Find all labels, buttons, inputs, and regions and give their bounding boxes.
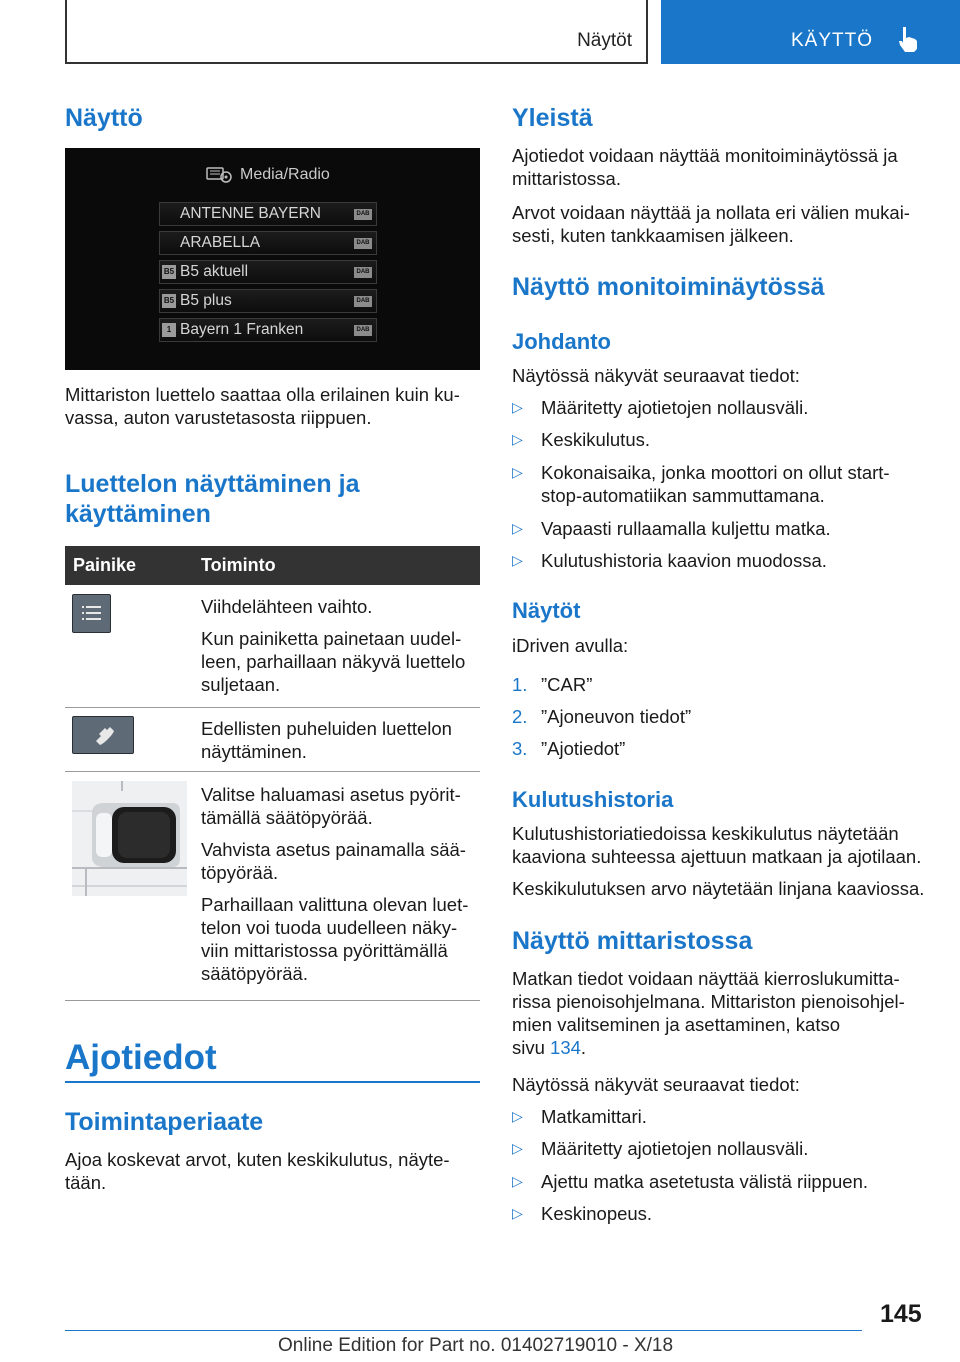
bullet-triangle-icon: ▷ [512, 1205, 523, 1221]
table-cell-line: Viihdelähteen vaihto. [201, 596, 373, 617]
list-button-image [72, 594, 111, 633]
table-cell-line: suljetaan. [201, 674, 281, 695]
table-row-3-text [201, 783, 468, 985]
text-line: Keskikulutuksen arvo näytetään linjana kaaviossa. [512, 878, 925, 899]
media-radio-icon [205, 164, 233, 184]
step-text: ”Ajotiedot” [541, 738, 626, 759]
list-item-text: stop-automatiikan sammuttamana. [541, 485, 825, 506]
phone-icon [73, 717, 133, 753]
caption-line: Mittariston luettelo saattaa olla erilainen kuin ku- [65, 384, 460, 405]
pointing-hand-icon [894, 25, 922, 53]
station-row [159, 318, 377, 342]
text-line: kaaviona suhteessa ajettuun matkaan ja ajotilaan. [512, 846, 922, 867]
station-row [159, 289, 377, 313]
text-line: mittaristossa. [512, 168, 621, 189]
station-logo-icon: B5 [162, 265, 176, 279]
heading-kulutushistoria: Kulutushistoria [512, 787, 674, 812]
table-cell-line: töpyörää. [201, 862, 279, 883]
list-item-text: Kulutushistoria kaavion muodossa. [541, 550, 827, 571]
text-line: Arvot voidaan näyttää ja nollata eri välien mukai- [512, 202, 910, 223]
table-cell-line: leen, parhaillaan näkyvä luettelo [201, 651, 466, 672]
list-icon [73, 595, 110, 632]
station-logo-icon: B5 [162, 294, 176, 308]
list-item-text: Keskinopeus. [541, 1203, 653, 1224]
step-text: ”Ajoneuvon tiedot” [541, 706, 692, 727]
station-row [159, 260, 377, 284]
heading-naytot: Näytöt [512, 598, 581, 623]
table-cell-line: Valitse haluamasi asetus pyörit- [201, 784, 461, 805]
dab-badge: DAB [354, 209, 372, 220]
heading-johdanto: Johdanto [512, 329, 611, 354]
yleista-text-1 [512, 144, 898, 190]
text-line: Matkan tiedot voidaan näyttää kierroslukumitta- [512, 968, 900, 989]
list-item-text: Matkamittari. [541, 1106, 647, 1127]
list-item-text: Ajettu matka asetetusta välistä riippuen. [541, 1171, 869, 1192]
list-item-text: Määritetty ajotietojen nollausväli. [541, 1138, 809, 1159]
heading-monitoiminaytto: Näyttö monitoiminäytössä [512, 273, 825, 301]
station-label: B5 aktuell [180, 263, 249, 280]
page-link-134[interactable]: 134 [550, 1037, 581, 1058]
controller-knob-image [72, 781, 187, 896]
table-cell-line: Kun painiketta painetaan uudel- [201, 628, 462, 649]
list-item-text: Keskikulutus. [541, 429, 650, 450]
station-label: Bayern 1 Franken [180, 321, 304, 338]
screen-title: Media/Radio [240, 166, 330, 183]
table-cell-line: Vahvista asetus painamalla sää- [201, 839, 466, 860]
heading-toimintaperiaate: Toimintaperiaate [65, 1108, 264, 1136]
table-cell-line: näyttäminen. [201, 741, 307, 762]
controller-knob-icon [72, 781, 187, 896]
heading-underline [65, 1081, 480, 1083]
text-line: mien valitseminen ja asettaminen, katso [512, 1014, 841, 1035]
text-line: sesti, kuten tankkaamisen jälkeen. [512, 225, 794, 246]
station-label: ARABELLA [180, 234, 261, 251]
step-number: 3. [512, 738, 528, 759]
text-line: Ajotiedot voidaan näyttää monitoiminäytössä ja [512, 145, 898, 166]
header-chapter-box [661, 0, 960, 64]
table-header [65, 546, 480, 585]
mittaristo-intro: Näytössä näkyvät seuraavat tiedot: [512, 1074, 800, 1095]
table-row-1-text [201, 595, 465, 696]
bullet-triangle-icon: ▷ [512, 1108, 523, 1124]
heading-luettelo [65, 469, 359, 529]
caption-line: vassa, auton varustetasosta riippuen. [65, 407, 372, 428]
naytot-intro: iDriven avulla: [512, 635, 629, 656]
text-fragment: . [580, 1037, 587, 1058]
list-item-text: Määritetty ajotietojen nollausväli. [541, 397, 809, 418]
bullet-triangle-icon: ▷ [512, 552, 523, 568]
dab-badge: DAB [354, 238, 372, 249]
kulutus-text [512, 822, 924, 900]
dab-badge: DAB [354, 325, 372, 336]
johdanto-intro: Näytössä näkyvät seuraavat tiedot: [512, 365, 800, 386]
text-line [512, 1036, 905, 1059]
text-line: rissa pienoisohjelmana. Mittariston pienoisohjel- [512, 991, 905, 1012]
station-label: B5 plus [180, 292, 232, 309]
table-cell-line: säätöpyörää. [201, 963, 308, 984]
text-line: tään. [65, 1172, 107, 1193]
text-line: Kulutushistoriatiedoissa keskikulutus näytetään [512, 823, 899, 844]
table-row-2-text [201, 717, 452, 763]
bullet-triangle-icon: ▷ [512, 1140, 523, 1156]
dab-badge: DAB [354, 296, 372, 307]
table-col-painike: Painike [73, 555, 137, 575]
step-number: 2. [512, 706, 528, 727]
step-text: ”CAR” [541, 674, 593, 695]
periaate-text [65, 1148, 450, 1194]
dab-badge: DAB [354, 267, 372, 278]
text-fragment: sivu [512, 1037, 551, 1058]
list-item-text: Kokonaisaika, jonka moottori on ollut start- [541, 462, 890, 483]
footer-edition: Online Edition for Part no. 01402719010 - X/18 [278, 1335, 674, 1356]
table-cell-line: Edellisten puheluiden luettelon [201, 718, 452, 739]
table-divider [65, 1000, 480, 1001]
bullet-triangle-icon: ▷ [512, 464, 523, 480]
table-cell-line: viin mittaristossa pyörittämällä [201, 940, 448, 961]
step-number: 1. [512, 674, 528, 695]
heading-mittaristo: Näyttö mittaristossa [512, 927, 753, 955]
screen-caption [65, 383, 460, 429]
heading-naytto: Näyttö [65, 104, 143, 132]
station-label: ANTENNE BAYERN [180, 205, 321, 222]
list-item-text: Vapaasti rullaamalla kuljettu matka. [541, 518, 831, 539]
heading-line: käyttäminen [65, 500, 211, 528]
station-logo-icon: 1 [162, 323, 176, 337]
heading-yleista: Yleistä [512, 104, 593, 132]
bullet-triangle-icon: ▷ [512, 431, 523, 447]
text-line: Ajoa koskevat arvot, kuten keskikulutus, näyte- [65, 1149, 450, 1170]
table-cell-line: tämällä säätöpyörää. [201, 807, 373, 828]
media-radio-screenshot [65, 148, 480, 370]
phone-button-image [72, 716, 134, 754]
table-cell-line: Parhaillaan valittuna olevan luet- [201, 894, 469, 915]
bullet-triangle-icon: ▷ [512, 520, 523, 536]
footer-divider [65, 1330, 862, 1331]
table-col-toiminto: Toiminto [201, 555, 276, 575]
bullet-triangle-icon: ▷ [512, 1173, 523, 1189]
station-row [159, 202, 377, 226]
mittaristo-text [512, 967, 905, 1059]
heading-line: Luettelon näyttäminen ja [65, 470, 360, 498]
table-divider [65, 771, 480, 772]
header-section-label: Näytöt [577, 30, 632, 51]
header-chapter-label: KÄYTTÖ [791, 30, 874, 51]
yleista-text-2 [512, 201, 910, 247]
table-cell-line: telon voi tuoda uudelleen näky- [201, 917, 458, 938]
header-section-box [65, 0, 648, 64]
heading-ajotiedot: Ajotiedot [65, 1038, 217, 1077]
table-divider [65, 707, 480, 708]
page-number: 145 [880, 1300, 922, 1328]
bullet-triangle-icon: ▷ [512, 399, 523, 415]
station-row [159, 231, 377, 255]
